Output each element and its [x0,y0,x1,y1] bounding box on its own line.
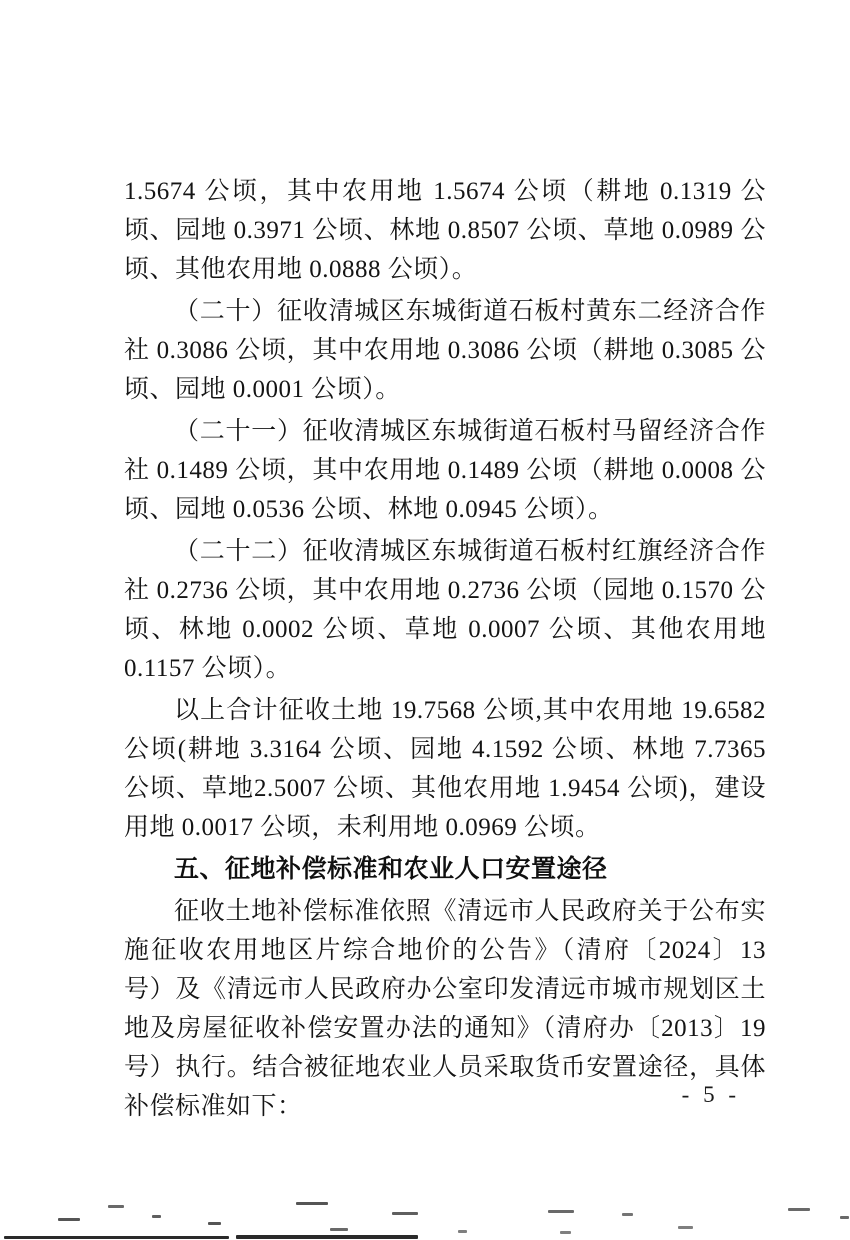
section-heading-five: 五、征地补偿标准和农业人口安置途径 [174,855,608,883]
scan-noise-fragment [678,1226,693,1229]
scan-noise-fragment [152,1215,161,1218]
scan-noise-fragment [108,1205,124,1208]
paragraph-total-summary: 以上合计征收土地 19.7568 公顷,其中农用地 19.6582 公顷(耕地 3.3164 公顷、园地 4.1592 公顷、林地 7.7365 公顷、草地2.5007 公顷、其他农用地 1.9454 公顷)，建设用地 0.0017 公顷，未利用地 0.0969 公顷。 [124,697,766,841]
scan-noise-fragment [788,1208,810,1211]
page-number: - 5 - [681,1082,740,1107]
paragraph-item-twenty-two: （二十二）征收清城区东城街道石板村红旗经济合作社 0.2736 公顷，其中农用地 0.2736 公顷（园地 0.1570 公顷、林地 0.0002 公顷、草地 0.0007 公顷、其他农用地 0.1157 公顷）。 [124,538,766,682]
paragraph-continuation: 1.5674 公顷，其中农用地 1.5674 公顷（耕地 0.1319 公顷、园地 0.3971 公顷、林地 0.8507 公顷、草地 0.0989 公顷、其他农用地 0.0888 公顷）。 [124,178,766,283]
document-body [124,172,766,1126]
scan-noise-fragment [560,1231,571,1234]
scan-noise-fragment [208,1222,221,1225]
scan-noise-fragment [330,1228,348,1231]
scan-noise-fragment [236,1235,418,1239]
scan-noise-fragment [392,1212,418,1215]
scan-noise-fragment [622,1213,633,1216]
scan-noise-fragment [296,1202,328,1205]
scan-noise-fragment [548,1210,574,1213]
scan-noise-fragment [58,1218,80,1221]
scan-noise-fragment [4,1236,229,1239]
paragraph-compensation-standard: 征收土地补偿标准依照《清远市人民政府关于公布实施征收农用地区片综合地价的公告》（清府〔2024〕13 号）及《清远市人民政府办公室印发清远市城市规划区土地及房屋征收补偿安置办法的通知》（清府办〔2013〕19 号）执行。结合被征地农业人员采取货币安置途径，具体补偿标准如下： [124,898,766,1120]
scan-noise-fragment [458,1230,467,1233]
paragraph-item-twenty: （二十）征收清城区东城街道石板村黄东二经济合作社 0.3086 公顷，其中农用地 0.3086 公顷（耕地 0.3085 公顷、园地 0.0001 公顷）。 [124,298,766,403]
scan-noise-fragment [840,1216,849,1219]
paragraph-item-twenty-one: （二十一）征收清城区东城街道石板村马留经济合作社 0.1489 公顷，其中农用地 0.1489 公顷（耕地 0.0008 公顷、园地 0.0536 公顷、林地 0.0945 公顷）。 [124,418,766,523]
